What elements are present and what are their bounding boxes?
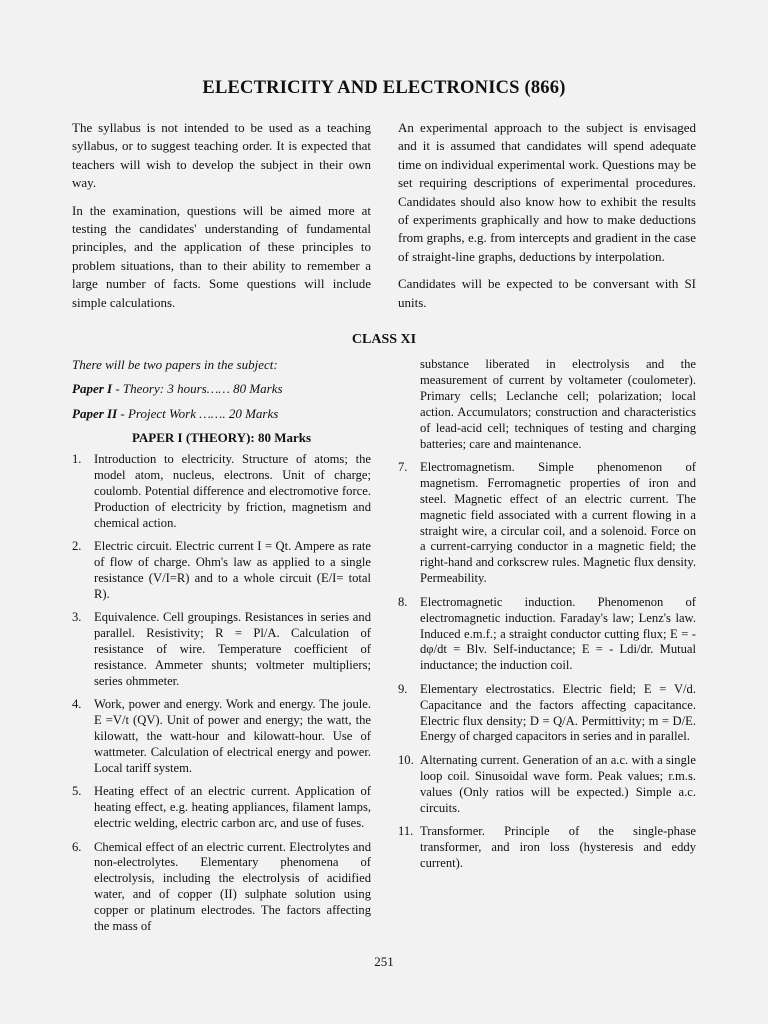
topic-list-right: [398, 460, 696, 872]
topic-text: Electromagnetic induction. Phenomenon of electromagnetic induction. Faraday's law; Lenz's law. Induced e.m.f.; a straight conductor cutting flux; E = - dφ/dt = Blv. Self-inductance; E = - Ldi/dr. Mutual inductance; the induction coil.: [420, 594, 696, 673]
paper-2-line: [72, 406, 371, 422]
topic-number: 10.: [398, 752, 414, 767]
topic-item: [398, 824, 696, 872]
topic-text: Heating effect of an electric current. Application of heating effect, e.g. heating appliances, filament lamps, electric welding, electric carbon arc, and use of fuses.: [94, 784, 371, 831]
paper-1-line: [72, 381, 371, 397]
topic-number: 4.: [72, 697, 82, 712]
page-title: ELECTRICITY AND ELECTRONICS (866): [202, 78, 566, 98]
topic-number: 8.: [398, 594, 408, 609]
topic-item: [398, 682, 696, 746]
intro-paragraph: In the examination, questions will be aimed more at testing the candidates' understanding of fundamental principles, and the application of these principles to problem situations, than to their ability to remember a large number of facts. Some questions will include simple calculations.: [72, 202, 371, 310]
topic-item: [72, 539, 371, 603]
topic-text: Electromagnetism. Simple phenomenon of magnetism. Ferromagnetic properties of iron and steel. Magnetic effect of an electric current. The magnetic field associated with a current flowing in a straight wire, a circular coil, and a solenoid. Force on a current-carrying conductor in a magnetic field; the right-hand and corkscrew rules. Magnetic flux density. Permeability.: [420, 459, 696, 586]
topic-item: [72, 697, 371, 777]
topic-number: 7.: [398, 459, 408, 474]
topic-item: [72, 784, 371, 832]
topic-text: Elementary electrostatics. Electric field; E = V/d. Capacitance and the factors affecting capacitance. Electric flux density; D = Q/A. Permittivity; m = D/E. Energy of charged capacitors in series and in parallel.: [420, 681, 696, 744]
papers-info: [72, 357, 371, 422]
paper-heading: PAPER I (THEORY): 80 Marks: [131, 430, 312, 446]
intro-left-column: [72, 119, 371, 321]
intro-paragraph: Candidates will be expected to be conversant with SI units.: [398, 276, 696, 310]
paper-2-detail: - Project Work ……. 20 Marks: [117, 405, 279, 421]
topic-item: [398, 595, 696, 675]
topic-number: 11.: [398, 823, 414, 838]
topic-text: Alternating current. Generation of an a.c. with a single loop coil. Sinusoidal wave form. Peak values; r.m.s. values (Only ratios will be expected.) Simple a.c. circuits.: [420, 752, 696, 815]
paper-1-detail: - Theory: 3 hours…… 80 Marks: [112, 381, 283, 397]
page-number: 251: [374, 954, 394, 969]
topic-number: 3.: [72, 610, 82, 625]
topic-item: [398, 753, 696, 817]
papers-intro: There will be two papers in the subject:: [72, 357, 278, 372]
topic-number: 5.: [72, 784, 82, 799]
class-heading: CLASS XI: [351, 332, 417, 347]
topic-item: [72, 840, 371, 935]
paper-2-label: Paper II: [72, 405, 118, 421]
topic-number: 2.: [72, 539, 82, 554]
topic-number: 1.: [72, 452, 82, 467]
topic-list-left: [72, 452, 371, 935]
topic-text: Transformer. Principle of the single-phase transformer, and iron loss (hysteresis and eddy current).: [420, 823, 696, 870]
intro-paragraph: The syllabus is not intended to be used as a teaching syllabus, or to suggest teaching order. It is expected that teachers will wish to develop the subject in their own way.: [72, 120, 371, 191]
topic-text: Chemical effect of an electric current. Electrolytes and non-electrolytes. Elementary phenomena of electrolysis, including the electrolysis of acidified water, and of copper (II) sulphate solution using copper or platinum electrodes. The factors affecting the mass of: [94, 839, 371, 934]
topic-text: Equivalence. Cell groupings. Resistances in series and parallel. Resistivity; R = Pl/A. Calculation of resistance of wire. Temperature coefficient of resistance. Ammeter shunts; voltmeter multipliers; series ohmmeter.: [94, 610, 371, 688]
syllabus-right-column: [398, 357, 696, 879]
topic-number: 9.: [398, 681, 408, 696]
topic-item: [72, 610, 371, 690]
topic-item: [398, 460, 696, 587]
syllabus-left-column: [72, 357, 371, 943]
topic-6-continuation: substance liberated in electrolysis and the measurement of current by voltameter (coulometer). Primary cells; Leclanche cell; polarization; local action. Accumulators; construction and characteristics of lead-acid cell; techniques of testing and charging batteries; care and maintenance.: [420, 357, 696, 451]
topic-text: Introduction to electricity. Structure of atoms; the model atom, nucleus, electrons. Unit of charge; coulomb. Potential difference and electromotive force. Production of electricity by friction, magnetism and chemical action.: [94, 452, 371, 530]
topic-text: Electric circuit. Electric current I = Qt. Ampere as rate of flow of charge. Ohm's law as applied to a single resistance (V/I=R) and to a whole circuit (E/I= total R).: [94, 539, 371, 601]
intro-paragraph: An experimental approach to the subject is envisaged and it is assumed that candidates will spend adequate time on individual experimental work. Questions may be set requiring descriptions of experimental procedures. Candidates should also know how to exhibit the results of experiments graphically and how to make deductions from graphs, e.g. from intercepts and gradient in the case of straight-line graphs, deductions by interpolation.: [398, 120, 696, 264]
topic-text: Work, power and energy. Work and energy. The joule. E =V/t (QV). Unit of power and energy; the watt, the kilowatt, the watt-hour and kilowatt-hour. Use of wattmeter. Calculation of electrical energy and power. Local tariff system.: [94, 697, 371, 775]
topic-item: [72, 452, 371, 532]
topic-number: 6.: [72, 839, 82, 854]
intro-right-column: [398, 119, 696, 321]
paper-1-label: Paper I: [72, 381, 113, 397]
